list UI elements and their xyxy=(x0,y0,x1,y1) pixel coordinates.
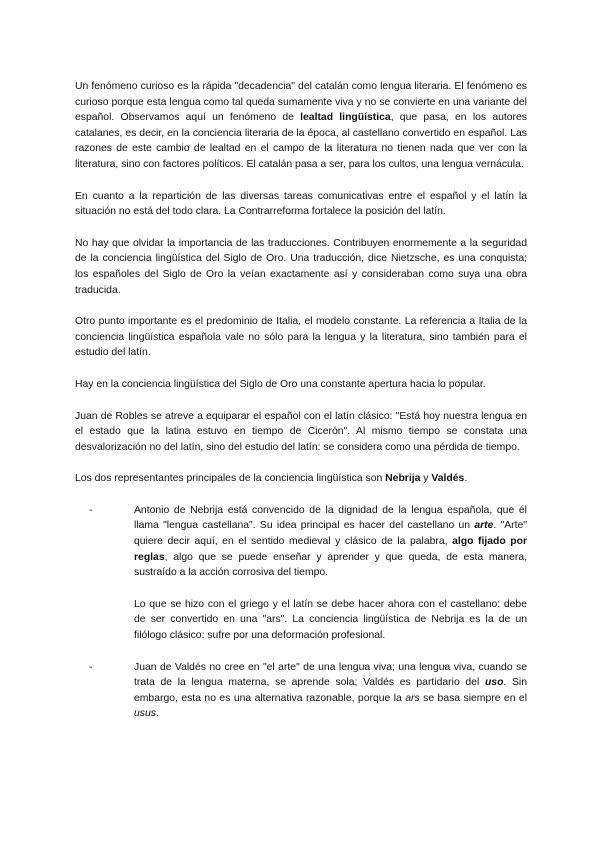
list-dash: - xyxy=(89,661,93,673)
paragraph-traducciones: No hay que olvidar la importancia de las traducciones. Contribuyen enormemente a la seguridad de la conciencia lingüística del Siglo de Oro. Una traducción, dice Nietzsche, es una conquista; los españoles del Siglo de Oro la veían exactamente así y consideraban como suya una obra traducida. xyxy=(75,237,527,296)
paragraph-catalan xyxy=(75,79,527,173)
text-run: , algo que se puede enseñar y aprender y que queda, de esta manera, sustraído a la acción corrosiva del tiempo. xyxy=(134,551,527,579)
paragraph-robles: Juan de Robles se atreve a equiparar el español con el latín clásico: "Está hoy nuestra lengua en el estado que la latina estuvo en tiempo de Cicerón". Al mismo tiempo se constata una desvalorización no del latín, sino del estudio del latín: se considera como una pérdida de tiempo. xyxy=(75,410,527,453)
representantes-list xyxy=(75,503,527,722)
text-run: Antonio de Nebrija está convencido de la dignidad de la lengua española, que él llama "lengua castellana". Su idea principal es hacer del castellano un xyxy=(134,504,527,532)
nebrija-paragraph-2: Lo que se hizo con el griego y el latín se debe hacer ahora con el castellano: debe de ser convertido en una "ars". La conciencia lingüística de Nebrija es la de un filólogo clásico: sufre por una deformación profesional. xyxy=(134,598,527,642)
bold-italic-term-arte: arte xyxy=(474,520,494,532)
text-run: se basa siempre en el xyxy=(419,692,528,704)
text-run: Los dos representantes principales de la conciencia lingüística son xyxy=(75,473,386,485)
text-run: . Sin embargo, esta no es una alternativa razonable, porque la xyxy=(134,677,527,704)
text-run: Juan de Valdés no cree en "el arte" de una lengua viva; una lengua viva, cuando se trata de la lengua materna, se aprende sola; Valdés es partidario del xyxy=(134,661,527,689)
text-run: , que pasa, en los autores catalanes, es decir, en la conciencia literaria de la época, al castellano convertido en español. Las razones de este cambio de lealtad en el campo de la literatura no tienen nada que ver con la literatura, sino con factores políticos. El catalán pasa a ser, para los cultos, una lengua vernácula. xyxy=(75,112,527,170)
italic-term-usus: usus xyxy=(134,708,156,720)
bold-term-nebrija: Nebrija xyxy=(385,473,421,485)
paragraph-representantes xyxy=(75,471,527,487)
text-run: . xyxy=(464,473,468,485)
bold-term-reglas: algo fijado por reglas xyxy=(134,536,527,563)
valdes-paragraph xyxy=(134,660,527,722)
paragraph-italia: Otro punto importante es el predominio de Italia, el modelo constante. La referencia a Italia de la conciencia lingüística española vale no sólo para la lengua y la literatura, sino también para el estudio del latín. xyxy=(75,316,527,359)
bold-term-valdes: Valdés xyxy=(431,473,465,485)
list-item-nebrija xyxy=(75,503,527,644)
text-run: Un fenómeno curioso es la rápida "decadencia" del catalán como lengua literaria. El fenómeno es curioso porque esta lengua como tal queda sumamente viva y no se convierte en una variante del español. Observamos aquí un fenómeno de xyxy=(75,81,527,124)
nebrija-paragraph-1 xyxy=(134,503,527,581)
list-item-valdes xyxy=(75,660,527,722)
bold-term-lealtad: lealtad lingüística xyxy=(300,112,391,124)
text-run: . xyxy=(155,708,159,720)
text-run: y xyxy=(420,473,432,485)
text-run: . "Arte" quiere decir aquí, en el sentido medieval y clásico de la palabra, xyxy=(134,520,527,548)
paragraph-popular: Hay en la conciencia lingüística del Siglo de Oro una constante apertura hacia lo popular. xyxy=(75,378,486,390)
list-dash: - xyxy=(89,504,93,516)
bold-italic-term-uso: uso xyxy=(484,677,504,689)
italic-term-ars: ars xyxy=(405,692,420,704)
paragraph-latin: En cuanto a la repartición de las diversas tareas comunicativas entre el español y el latín la situación no está del todo clara. La Contrarreforma fortalece la posición del latín. xyxy=(75,190,527,218)
